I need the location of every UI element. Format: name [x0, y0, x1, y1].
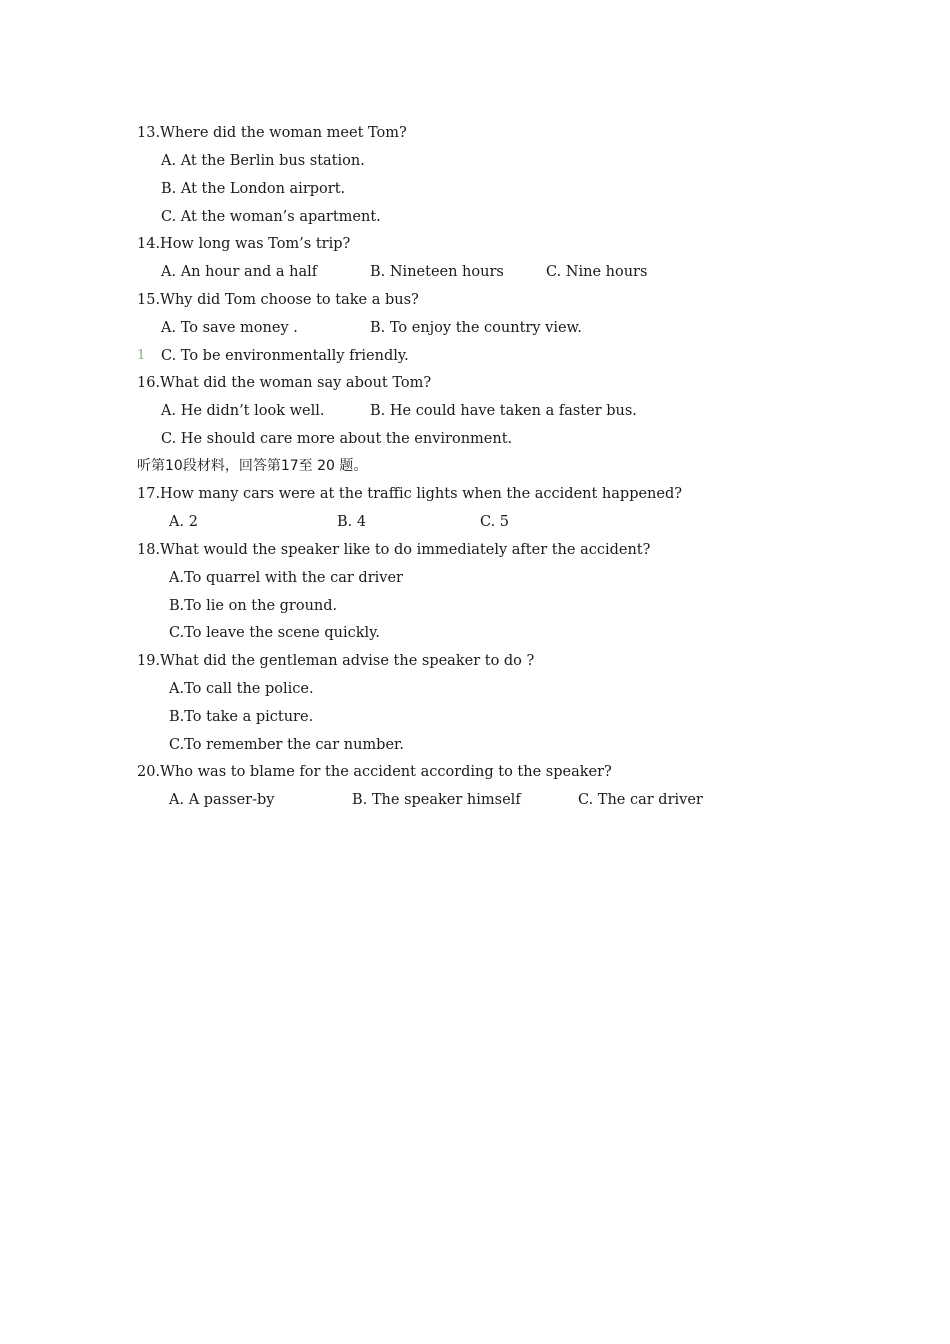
question-15-option-b: B. To enjoy the country view. — [370, 320, 582, 336]
question-13-option-c: C. At the woman’s apartment. — [161, 209, 381, 225]
question-18-option-c: C.To leave the scene quickly. — [169, 625, 381, 641]
question-17-option-c: C. 5 — [480, 514, 510, 530]
question-19-option-b: B.To take a picture. — [169, 709, 314, 725]
question-20-option-b: B. The speaker himself — [352, 792, 521, 808]
question-20-options-row — [0, 786, 950, 814]
question-18-option-b: B.To lie on the ground. — [169, 598, 338, 614]
question-16-options-row — [0, 397, 950, 425]
question-17: 17.How many cars were at the traffic lights when the accident happened? — [137, 486, 683, 502]
question-20-option-a: A. A passer-by — [169, 792, 275, 808]
question-14-option-c: C. Nine hours — [546, 264, 648, 280]
question-17-options-row — [0, 508, 950, 536]
question-19: 19.What did the gentleman advise the speaker to do ? — [137, 653, 535, 669]
section-instruction: 听第10段材料，回答第17至 20 题。 — [137, 458, 368, 474]
question-18-option-a: A.To quarrel with the car driver — [169, 570, 403, 586]
question-15: 15.Why did Tom choose to take a bus? — [137, 292, 419, 308]
question-13-option-b: B. At the London airport. — [161, 181, 346, 197]
margin-mark: 1 — [137, 348, 146, 363]
question-19-option-a: A.To call the police. — [169, 681, 314, 697]
question-13: 13.Where did the woman meet Tom? — [137, 125, 407, 141]
question-15-options-row — [0, 314, 950, 342]
question-16: 16.What did the woman say about Tom? — [137, 375, 432, 391]
question-18: 18.What would the speaker like to do immediately after the accident? — [137, 542, 651, 558]
question-17-option-b: B. 4 — [337, 514, 367, 530]
question-15-option-a: A. To save money . — [161, 320, 298, 336]
question-14: 14.How long was Tom’s trip? — [137, 236, 351, 252]
question-17-option-a: A. 2 — [169, 514, 198, 530]
question-16-option-c: C. He should care more about the environment. — [161, 431, 513, 447]
question-13-option-a: A. At the Berlin bus station. — [161, 153, 365, 169]
question-19-option-c: C.To remember the car number. — [169, 737, 404, 753]
question-20-option-c: C. The car driver — [578, 792, 703, 808]
question-16-option-a: A. He didn’t look well. — [161, 403, 325, 419]
question-16-option-b: B. He could have taken a faster bus. — [370, 403, 637, 419]
question-14-options-row — [0, 258, 950, 286]
question-14-option-b: B. Nineteen hours — [370, 264, 504, 280]
question-14-option-a: A. An hour and a half — [161, 264, 318, 280]
question-20: 20.Who was to blame for the accident according to the speaker? — [137, 764, 612, 780]
question-15-option-c: C. To be environmentally friendly. — [161, 348, 409, 364]
